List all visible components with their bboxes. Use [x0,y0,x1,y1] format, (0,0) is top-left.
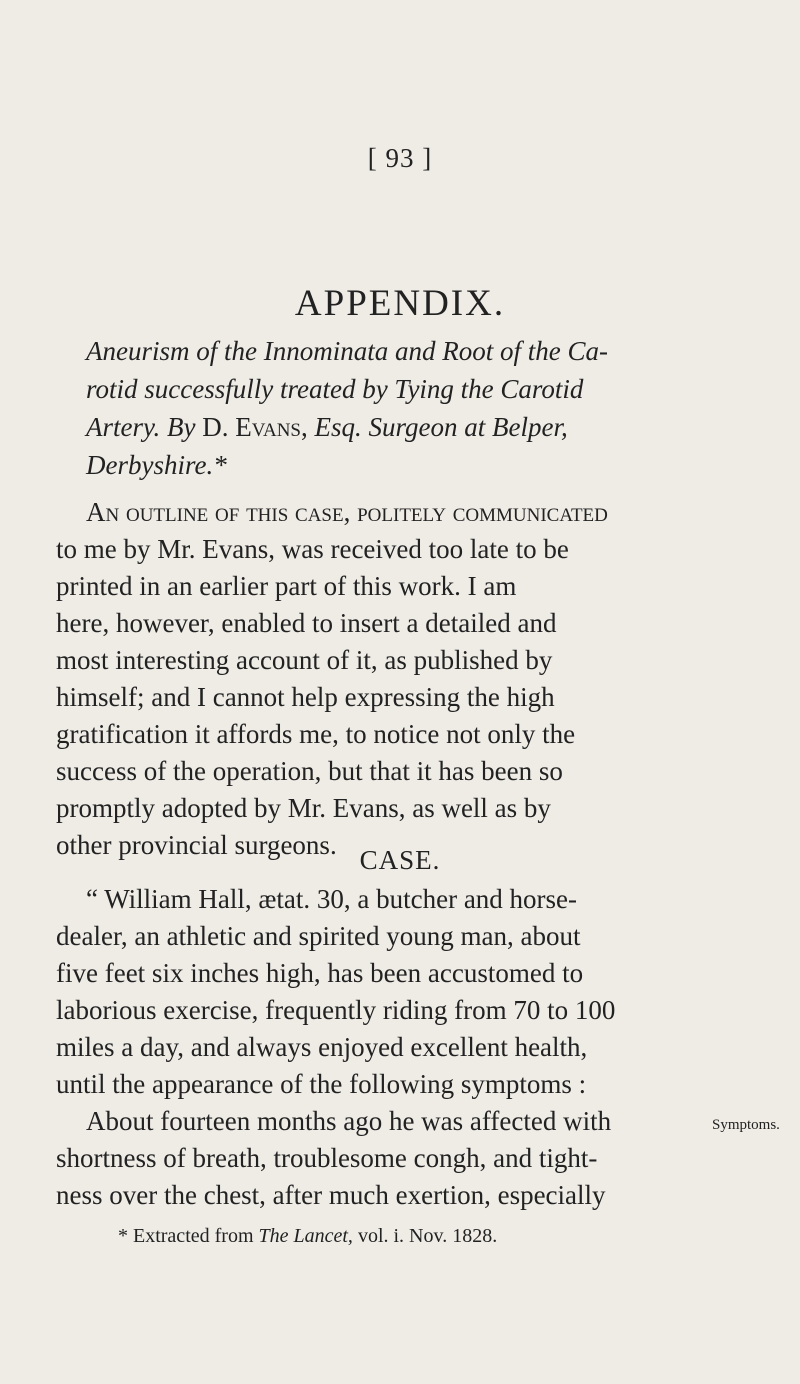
paragraph-line: gratification it affords me, to notice not only the [56,719,576,749]
paragraph-line: most interesting account of it, as published by [56,645,553,675]
paragraph-line: to me by Mr. Evans, was received too late to be [56,534,569,564]
paragraph-line: himself; and I cannot help expressing the high [56,682,555,712]
subtitle-initial: D. [202,412,229,442]
case-paragraph-line: five feet six inches high, has been accustomed to [56,958,584,988]
paragraph-line: here, however, enabled to insert a detailed and [56,608,557,638]
paragraph-line: An outline of this case, politely communicated [86,497,608,527]
footnote-source: The Lancet, [258,1225,353,1247]
case-paragraph-line: “ William Hall, ætat. 30, a butcher and horse- [86,884,578,914]
subtitle-line-3 [86,412,568,443]
subtitle-line-4: Derbyshire.* [86,450,227,480]
paragraph-line: other provincial surgeons. [56,830,337,860]
case-paragraph-line: miles a day, and always enjoyed excellent health, [56,1032,588,1062]
appendix-heading: APPENDIX. [294,283,506,324]
case-heading: CASE. [359,845,441,875]
subtitle-line-3-part-d: Esq. Surgeon at Belper, [314,412,568,442]
subtitle-line-2: rotid successfully treated by Tying the Carotid [86,374,584,404]
subtitle-author-name: Evans, [235,412,308,442]
footnote-prefix: * Extracted from [118,1225,254,1247]
paragraph-line: promptly adopted by Mr. Evans, as well as by [56,793,551,823]
symptoms-paragraph-line: shortness of breath, troublesome congh, and tight- [56,1143,598,1173]
case-paragraph-line: dealer, an athletic and spirited young man, about [56,921,581,951]
page-number: [ 93 ] [367,143,433,173]
marginal-note-symptoms: Symptoms. [712,1117,780,1133]
subtitle-line-3-part-a: Artery. By [86,412,196,442]
paragraph-line: printed in an earlier part of this work. I am [56,571,517,601]
symptoms-paragraph-line: About fourteen months ago he was affected with [86,1106,612,1136]
footnote [118,1225,497,1248]
footnote-suffix: vol. i. Nov. 1828. [357,1225,498,1247]
symptoms-paragraph-line: ness over the chest, after much exertion, especially [56,1180,606,1210]
case-paragraph-line: until the appearance of the following symptoms : [56,1069,587,1099]
case-paragraph-line: laborious exercise, frequently riding from 70 to 100 [56,995,616,1025]
paragraph-line: success of the operation, but that it has been so [56,756,563,786]
subtitle-line-1: Aneurism of the Innominata and Root of the Ca- [86,336,608,366]
